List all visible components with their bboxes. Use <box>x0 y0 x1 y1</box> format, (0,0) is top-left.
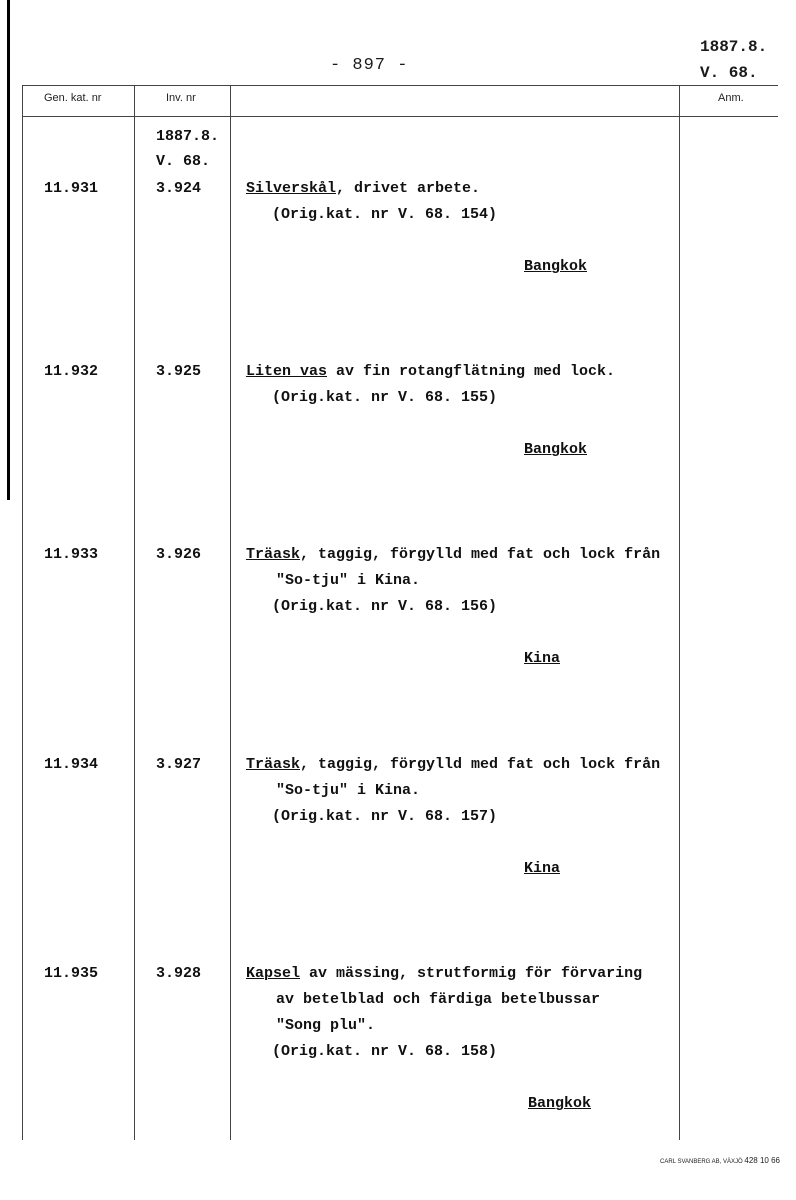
printer-name: CARL SVANBERG AB, VÄXJÖ <box>660 1159 743 1165</box>
object-desc: av fin rotangflätning med lock. <box>327 363 616 380</box>
gen-number: 11.933 <box>44 546 99 563</box>
orig-catalog-ref: (Orig.kat. nr V. 68. 158) <box>272 1043 498 1060</box>
gen-number: 11.931 <box>44 180 99 197</box>
collection-code-line1: 1887.8. <box>700 38 768 56</box>
object-desc-line2: av betelblad och färdiga betelbussar <box>276 991 601 1008</box>
collection-code-line2: V. 68. <box>700 64 758 82</box>
column-divider-left <box>22 85 23 1140</box>
column-divider-inv <box>230 85 231 1140</box>
column-header-gen-kat-nr: Gen. kat. nr <box>44 92 102 104</box>
margin-bar <box>7 0 10 500</box>
column-header-inv-nr: Inv. nr <box>166 92 196 104</box>
object-desc-line3: "Song plu". <box>276 1017 376 1034</box>
object-title: Silverskål <box>246 180 337 197</box>
gen-number: 11.934 <box>44 756 99 773</box>
column-divider-gen <box>134 85 135 1140</box>
gen-number: 11.935 <box>44 965 99 982</box>
object-desc: , drivet arbete. <box>336 180 481 197</box>
provenance: Kina <box>524 860 561 877</box>
object-desc: , taggig, förgylld med fat och lock från <box>300 756 661 773</box>
object-title: Träask <box>246 756 301 773</box>
column-header-anm: Anm. <box>718 92 744 104</box>
column-divider-anm <box>679 85 680 1140</box>
collection-ref-line1: 1887.8. <box>156 128 220 145</box>
provenance: Bangkok <box>524 441 588 458</box>
object-title: Kapsel <box>246 965 301 982</box>
object-desc: , taggig, förgylld med fat och lock från <box>300 546 661 563</box>
orig-catalog-ref: (Orig.kat. nr V. 68. 157) <box>272 808 498 825</box>
provenance: Bangkok <box>524 258 588 275</box>
printer-imprint <box>660 1156 780 1165</box>
provenance: Bangkok <box>528 1095 592 1112</box>
inv-number: 3.926 <box>156 546 202 563</box>
gen-number: 11.932 <box>44 363 99 380</box>
page-number: - 897 - <box>330 56 409 75</box>
header-rule-bottom <box>22 116 778 117</box>
object-desc-line2: "So-tju" i Kina. <box>276 782 421 799</box>
entry-description <box>246 180 480 197</box>
entry-description <box>246 965 642 982</box>
collection-ref-line2: V. 68. <box>156 153 211 170</box>
inv-number: 3.924 <box>156 180 202 197</box>
entry-description <box>246 363 615 380</box>
object-title: Liten vas <box>246 363 328 380</box>
orig-catalog-ref: (Orig.kat. nr V. 68. 156) <box>272 598 498 615</box>
object-desc: av mässing, strutformig för förvaring <box>300 965 643 982</box>
orig-catalog-ref: (Orig.kat. nr V. 68. 155) <box>272 389 498 406</box>
inv-number: 3.927 <box>156 756 202 773</box>
provenance: Kina <box>524 650 561 667</box>
inv-number: 3.925 <box>156 363 202 380</box>
form-code: 428 10 66 <box>744 1156 780 1165</box>
orig-catalog-ref: (Orig.kat. nr V. 68. 154) <box>272 206 498 223</box>
inv-number: 3.928 <box>156 965 202 982</box>
object-desc-line2: "So-tju" i Kina. <box>276 572 421 589</box>
entry-description <box>246 756 660 773</box>
header-rule-top <box>22 85 778 86</box>
object-title: Träask <box>246 546 301 563</box>
entry-description <box>246 546 660 563</box>
